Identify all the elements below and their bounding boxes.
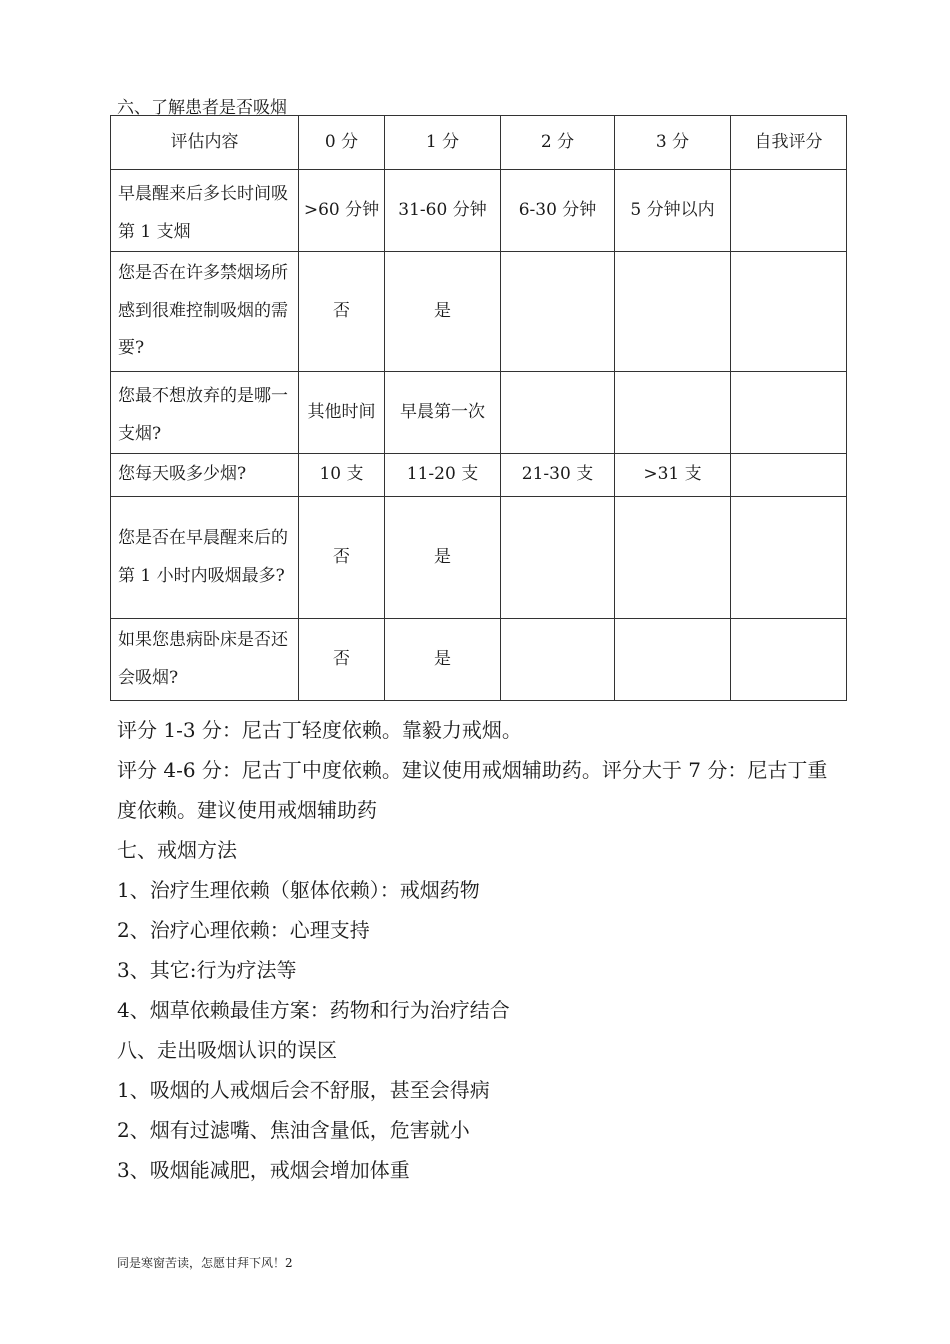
header-cell: 自我评分 bbox=[731, 116, 847, 170]
scoring-mild: 评分 1-3 分：尼古丁轻度依赖。靠毅力戒烟。 bbox=[117, 718, 522, 742]
score-cell: 是 bbox=[385, 497, 501, 619]
score-cell: >31 支 bbox=[615, 454, 731, 497]
self-score-cell bbox=[731, 454, 847, 497]
header-cell: 2 分 bbox=[501, 116, 615, 170]
list-item: 1、吸烟的人戒烟后会不舒服，甚至会得病 bbox=[117, 1078, 490, 1102]
score-cell: 否 bbox=[299, 619, 385, 701]
self-score-cell bbox=[731, 497, 847, 619]
list-item: 3、其它:行为疗法等 bbox=[117, 958, 297, 982]
score-cell bbox=[615, 372, 731, 454]
score-cell bbox=[501, 497, 615, 619]
table-row bbox=[111, 170, 847, 252]
section-title: 六、了解患者是否吸烟 bbox=[117, 98, 287, 118]
question-cell: 您是否在许多禁烟场所感到很难控制吸烟的需要? bbox=[111, 252, 299, 372]
score-cell: 5 分钟以内 bbox=[615, 170, 731, 252]
score-cell: 是 bbox=[385, 252, 501, 372]
question-cell: 您最不想放弃的是哪一支烟? bbox=[111, 372, 299, 454]
score-cell: 6-30 分钟 bbox=[501, 170, 615, 252]
question-cell: 您每天吸多少烟? bbox=[111, 454, 299, 497]
score-cell bbox=[501, 619, 615, 701]
list-item: 2、烟有过滤嘴、焦油含量低，危害就小 bbox=[117, 1118, 470, 1142]
table-row bbox=[111, 372, 847, 454]
score-cell: 21-30 支 bbox=[501, 454, 615, 497]
list-item: 3、吸烟能减肥，戒烟会增加体重 bbox=[117, 1158, 410, 1182]
header-cell: 3 分 bbox=[615, 116, 731, 170]
score-cell: 11-20 支 bbox=[385, 454, 501, 497]
score-cell bbox=[615, 619, 731, 701]
score-cell bbox=[615, 497, 731, 619]
self-score-cell bbox=[731, 372, 847, 454]
score-cell: 10 支 bbox=[299, 454, 385, 497]
self-score-cell bbox=[731, 619, 847, 701]
heading-quit-methods: 七、戒烟方法 bbox=[117, 838, 237, 862]
score-cell: 否 bbox=[299, 252, 385, 372]
question-cell: 早晨醒来后多长时间吸第 1 支烟 bbox=[111, 170, 299, 252]
table-row bbox=[111, 454, 847, 497]
self-score-cell bbox=[731, 170, 847, 252]
question-cell: 如果您患病卧床是否还会吸烟? bbox=[111, 619, 299, 701]
heading-misconceptions: 八、走出吸烟认识的误区 bbox=[117, 1038, 337, 1062]
list-item: 1、治疗生理依赖（躯体依赖）：戒烟药物 bbox=[117, 878, 480, 902]
table-header-row bbox=[111, 116, 847, 170]
smoking-assessment-table bbox=[110, 115, 847, 701]
header-cell: 1 分 bbox=[385, 116, 501, 170]
score-cell: >60 分钟 bbox=[299, 170, 385, 252]
body-text bbox=[117, 710, 837, 1190]
self-score-cell bbox=[731, 252, 847, 372]
score-cell: 其他时间 bbox=[299, 372, 385, 454]
list-item: 2、治疗心理依赖：心理支持 bbox=[117, 918, 370, 942]
score-cell: 否 bbox=[299, 497, 385, 619]
table-row bbox=[111, 252, 847, 372]
scoring-moderate-severe: 评分 4-6 分：尼古丁中度依赖。建议使用戒烟辅助药。评分大于 7 分：尼古丁重度依赖。建议使用戒烟辅助药 bbox=[117, 758, 828, 822]
table-row bbox=[111, 619, 847, 701]
page-footer: 同是寒窗苦读，怎愿甘拜下风！2 bbox=[117, 1256, 293, 1270]
score-cell bbox=[615, 252, 731, 372]
score-cell: 是 bbox=[385, 619, 501, 701]
score-cell bbox=[501, 372, 615, 454]
question-cell: 您是否在早晨醒来后的第 1 小时内吸烟最多? bbox=[111, 497, 299, 619]
score-cell: 31-60 分钟 bbox=[385, 170, 501, 252]
table-row bbox=[111, 497, 847, 619]
header-cell: 评估内容 bbox=[111, 116, 299, 170]
score-cell bbox=[501, 252, 615, 372]
header-cell: 0 分 bbox=[299, 116, 385, 170]
list-item: 4、烟草依赖最佳方案：药物和行为治疗结合 bbox=[117, 998, 510, 1022]
score-cell: 早晨第一次 bbox=[385, 372, 501, 454]
